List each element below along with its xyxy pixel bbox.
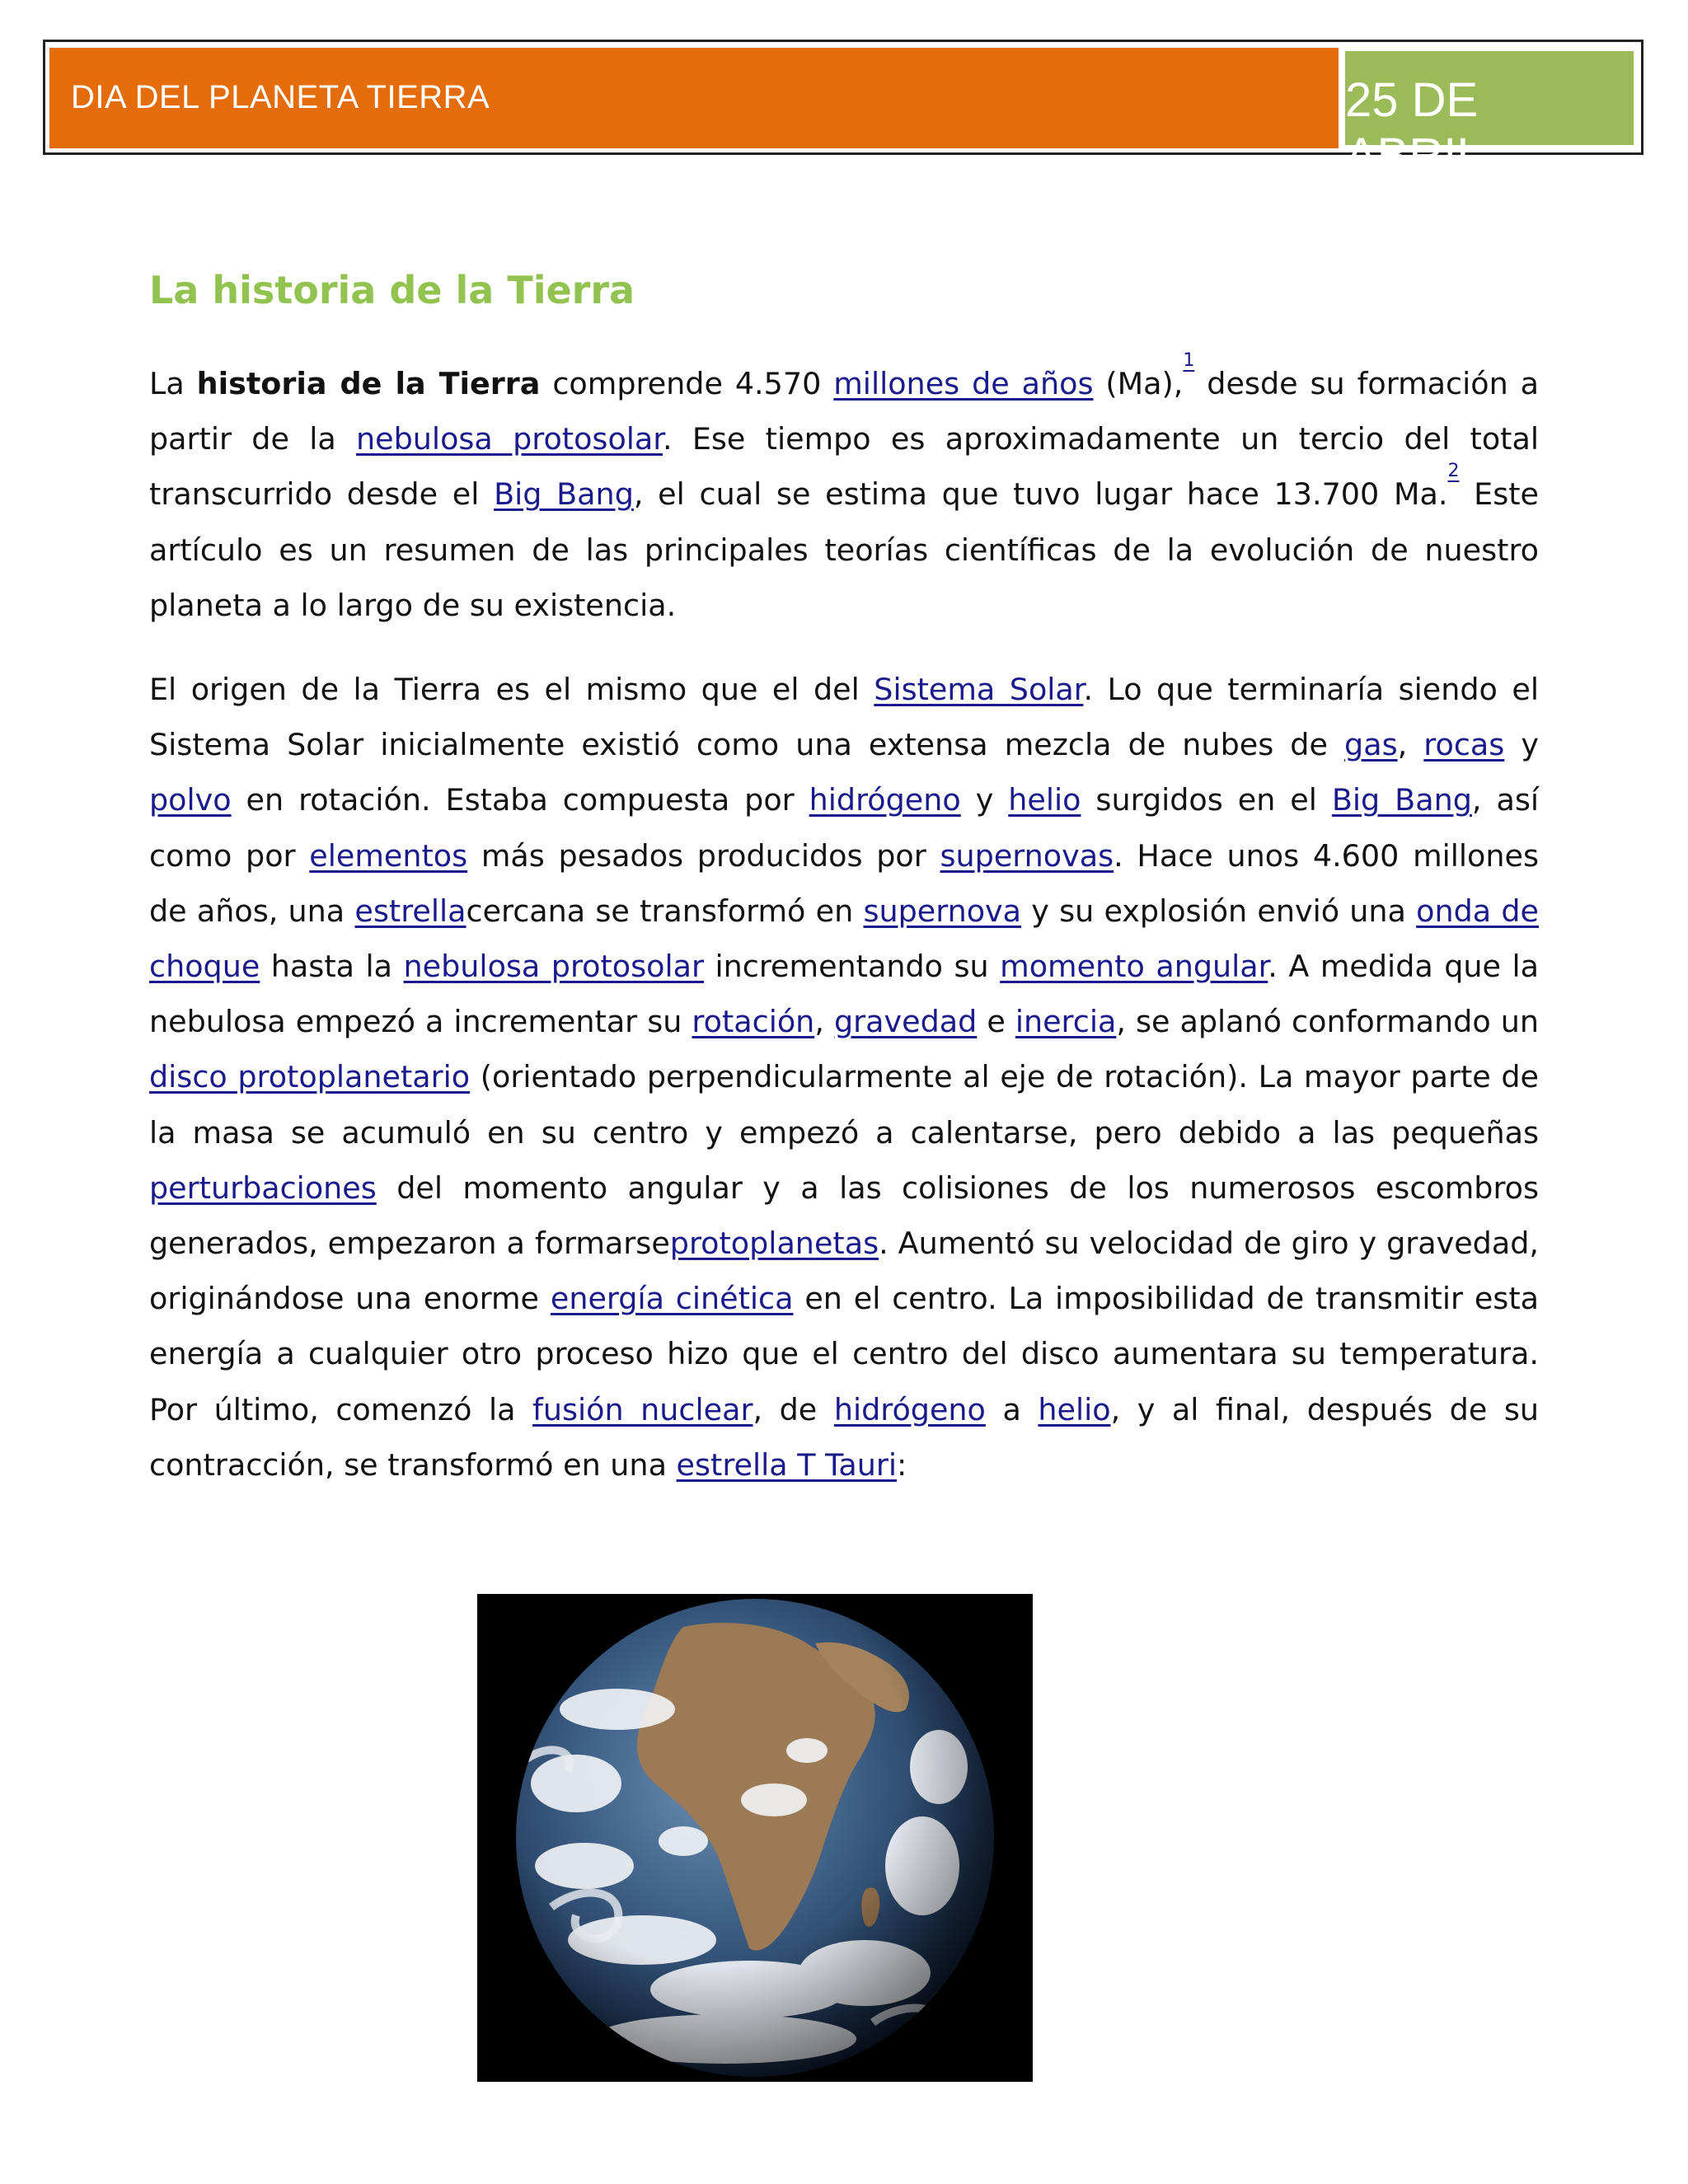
paragraph-2: [149, 662, 1539, 1493]
text: . Lo que terminaría siendo el Sistema Solar inicialmente existió como una extensa mezcla de nubes de: [149, 672, 1539, 763]
text: desde su formación a partir de la: [149, 366, 1539, 457]
link-nebulosa-protosolar-2[interactable]: nebulosa protosolar: [403, 949, 704, 985]
link-sistema-solar[interactable]: Sistema Solar: [874, 672, 1084, 707]
link-estrella[interactable]: estrella: [354, 893, 467, 929]
text: y su explosión envió una: [1021, 893, 1417, 929]
footnote-2-link[interactable]: 2: [1447, 461, 1460, 482]
text: . Hace unos 4.600 millones de años, una: [149, 837, 1539, 929]
text: incrementando su: [704, 949, 1001, 985]
text: y: [960, 782, 1009, 818]
text: cercana se transformó en: [466, 893, 864, 929]
footnote-1-link[interactable]: 1: [1183, 350, 1195, 371]
link-nebulosa-protosolar[interactable]: nebulosa protosolar: [356, 421, 663, 457]
link-big-bang[interactable]: Big Bang: [494, 476, 634, 513]
link-rotacion[interactable]: rotación: [692, 1004, 815, 1040]
link-gas[interactable]: gas: [1344, 727, 1398, 763]
header-date: 25 DE ABRIL: [1345, 73, 1484, 182]
earth-image: [477, 1594, 1033, 2082]
text: , y al final, después de su contracción, se transformó en una: [149, 1391, 1539, 1483]
earth-globe-icon: [477, 1594, 1033, 2082]
text: Este artículo es un resumen de las principales teorías científicas de la evolución de nuestro planeta a lo largo de su existencia.: [149, 476, 1540, 623]
header-date-box: [1345, 48, 1637, 182]
link-protoplanetas[interactable]: protoplanetas: [669, 1226, 879, 1262]
text: :: [897, 1446, 907, 1483]
link-big-bang-2[interactable]: Big Bang: [1331, 782, 1472, 818]
link-elementos[interactable]: elementos: [309, 837, 468, 874]
text: , de: [753, 1391, 834, 1427]
paragraph-1: [149, 350, 1540, 633]
header-title: DIA DEL PLANETA TIERRA: [71, 79, 490, 115]
text: y: [1504, 727, 1539, 763]
link-hidrogeno-2[interactable]: hidrógeno: [833, 1391, 986, 1427]
link-supernova[interactable]: supernova: [863, 893, 1022, 929]
text: El origen de la Tierra es el mismo que el del: [149, 672, 874, 707]
text: , se aplanó conformando un: [1116, 1004, 1539, 1040]
text: . Ese tiempo es aproximadamente un tercio del total transcurrido desde el: [149, 421, 1539, 513]
text: del momento angular y a las colisiones de los numerosos escombros generados, empezaron a formarse: [149, 1169, 1539, 1262]
text: en rotación. Estaba compuesta por: [231, 782, 809, 818]
link-momento-angular[interactable]: momento angular: [1000, 949, 1268, 985]
text: . Aumentó su velocidad de giro y gravedad, originándose una enorme: [149, 1226, 1539, 1317]
link-onda-de-choque[interactable]: onda de choque: [149, 893, 1540, 985]
link-fusion-nuclear[interactable]: fusión nuclear: [532, 1391, 753, 1427]
header-title-bar: [49, 48, 1342, 148]
text: e: [977, 1004, 1015, 1040]
text: en el centro. La imposibilidad de transmitir esta energía a cualquier otro proceso hizo que el centro del disco aumentara su temperatura. Por último, comenzó la: [149, 1281, 1539, 1427]
text: a: [985, 1391, 1039, 1427]
text: ,: [1397, 727, 1424, 763]
text: (Ma),: [1093, 366, 1184, 401]
link-energia-cinetica[interactable]: energía cinética: [550, 1281, 794, 1317]
link-disco-protoplanetario[interactable]: disco protoplanetario: [149, 1059, 471, 1095]
text: . A medida que la nebulosa empezó a incrementar su: [149, 949, 1540, 1040]
text: , el cual se estima que tuvo lugar hace 13.700 Ma.: [633, 476, 1448, 513]
link-gravedad[interactable]: gravedad: [833, 1004, 978, 1040]
link-perturbaciones[interactable]: perturbaciones: [149, 1169, 377, 1206]
text: ,: [814, 1004, 834, 1040]
text: , así como por: [149, 782, 1539, 874]
text: más pesados producidos por: [467, 837, 940, 874]
bold-term: historia de la Tierra: [196, 366, 541, 401]
article-title: La historia de la Tierra: [149, 268, 635, 312]
text: La: [149, 366, 197, 401]
link-helio[interactable]: helio: [1008, 782, 1081, 818]
link-helio-2[interactable]: helio: [1038, 1391, 1111, 1427]
link-estrella-t-tauri[interactable]: estrella T Tauri: [676, 1446, 898, 1483]
text: comprende 4.570: [540, 366, 834, 401]
link-supernovas[interactable]: supernovas: [940, 837, 1114, 874]
link-polvo[interactable]: polvo: [149, 782, 232, 818]
link-rocas[interactable]: rocas: [1423, 727, 1505, 763]
text: (orientado perpendicularmente al eje de rotación). La mayor parte de la masa se acumuló en su centro y empezó a calentarse, pero debido a las pequeñas: [149, 1059, 1539, 1151]
link-hidrogeno[interactable]: hidrógeno: [809, 782, 961, 818]
text: surgidos en el: [1081, 782, 1332, 818]
text: hasta la: [260, 949, 404, 985]
link-inercia[interactable]: inercia: [1015, 1004, 1117, 1040]
link-millones-de-anos[interactable]: millones de años: [833, 366, 1094, 401]
